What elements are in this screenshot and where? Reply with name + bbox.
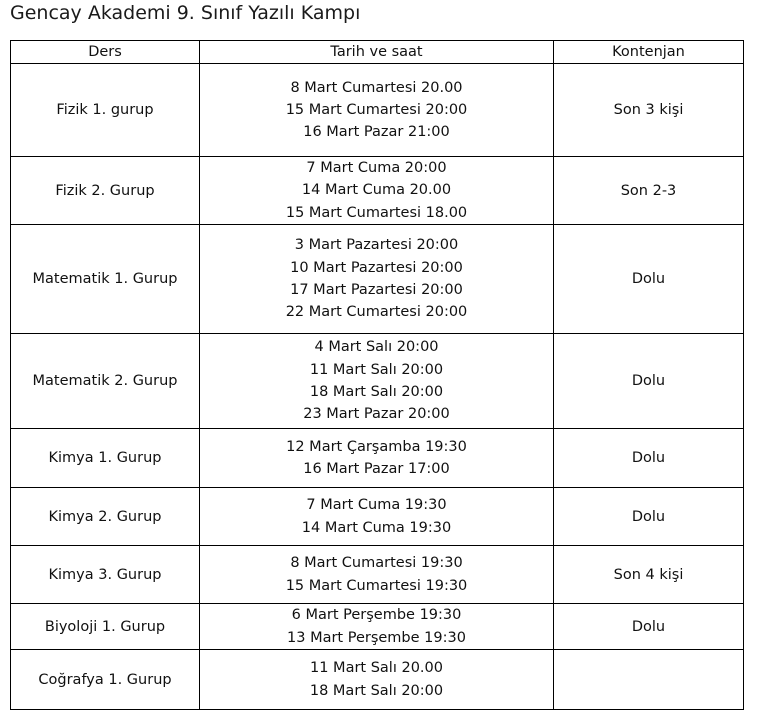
date-slot: 17 Mart Pazartesi 20:00 [290,282,463,298]
date-slot: 3 Mart Pazartesi 20:00 [294,237,459,254]
schedule-table [10,40,744,710]
table-row [11,334,744,429]
column-header-ders: Ders [11,41,200,64]
date-slot: 22 Mart Cumartesi 20:00 [285,304,468,321]
header-row [11,41,744,64]
kontenjan-cell: Son 2-3 [554,157,744,225]
ders-cell: Kimya 2. Gurup [11,488,200,546]
column-header-kontenjan: Kontenjan [554,41,744,64]
tarih-cell [200,157,554,225]
date-slot: 18 Mart Salı 20:00 [309,384,444,400]
date-slot: 8 Mart Cumartesi 20.00 [290,79,463,96]
date-slot: 12 Mart Çarşamba 19:30 [286,438,467,455]
table-row [11,225,744,334]
ders-cell: Biyoloji 1. Gurup [11,604,200,650]
date-slot: 15 Mart Cumartesi 20:00 [285,101,468,118]
ders-cell: Kimya 3. Gurup [11,546,200,604]
tarih-cell [200,429,554,488]
date-slot: 14 Mart Cuma 20.00 [301,182,452,199]
date-slot: 7 Mart Cuma 20:00 [306,160,447,177]
table-row [11,546,744,604]
page-title: Gencay Akademi 9. Sınıf Yazılı Kampı [10,2,361,24]
tarih-cell [200,650,554,710]
ders-cell: Kimya 1. Gurup [11,429,200,488]
date-slot: 10 Mart Pazartesi 20:00 [290,259,463,276]
date-slot: 4 Mart Salı 20:00 [314,339,439,356]
date-slot: 23 Mart Pazar 20:00 [303,406,450,423]
table-row [11,650,744,710]
table-row [11,488,744,546]
date-slot: 11 Mart Salı 20.00 [310,660,443,677]
tarih-cell [200,546,554,604]
kontenjan-cell: Son 4 kişi [554,546,744,604]
tarih-cell [200,225,554,334]
kontenjan-cell: Dolu [554,604,744,650]
date-slot: 18 Mart Salı 20:00 [309,682,444,699]
ders-cell: Fizik 1. gurup [11,64,200,157]
date-slot: 8 Mart Cumartesi 19:30 [290,555,463,572]
tarih-cell [200,64,554,157]
date-slot: 11 Mart Salı 20:00 [309,361,444,378]
ders-cell: Coğrafya 1. Gurup [11,650,200,710]
date-slot: 13 Mart Perşembe 19:30 [287,629,466,646]
date-slot: 16 Mart Pazar 17:00 [303,461,450,477]
ders-cell: Matematik 2. Gurup [11,334,200,429]
table-row [11,429,744,488]
date-slot: 15 Mart Cumartesi 19:30 [285,577,468,594]
table-row [11,157,744,225]
column-header-tarih: Tarih ve saat [200,41,554,64]
ders-cell: Fizik 2. Gurup [11,157,200,225]
table-row [11,64,744,157]
ders-cell: Matematik 1. Gurup [11,225,200,334]
table-row [11,604,744,650]
kontenjan-cell: Dolu [554,488,744,546]
kontenjan-cell: Son 3 kişi [554,64,744,157]
date-slot: 7 Mart Cuma 19:30 [306,497,447,514]
tarih-cell [200,604,554,650]
tarih-cell [200,334,554,429]
date-slot: 16 Mart Pazar 21:00 [303,124,450,141]
kontenjan-cell: Dolu [554,225,744,334]
date-slot: 6 Mart Perşembe 19:30 [291,607,462,624]
date-slot: 14 Mart Cuma 19:30 [301,519,452,536]
tarih-cell [200,488,554,546]
kontenjan-cell: Dolu [554,429,744,488]
kontenjan-cell [554,650,744,710]
date-slot: 15 Mart Cumartesi 18.00 [285,204,468,221]
kontenjan-cell: Dolu [554,334,744,429]
